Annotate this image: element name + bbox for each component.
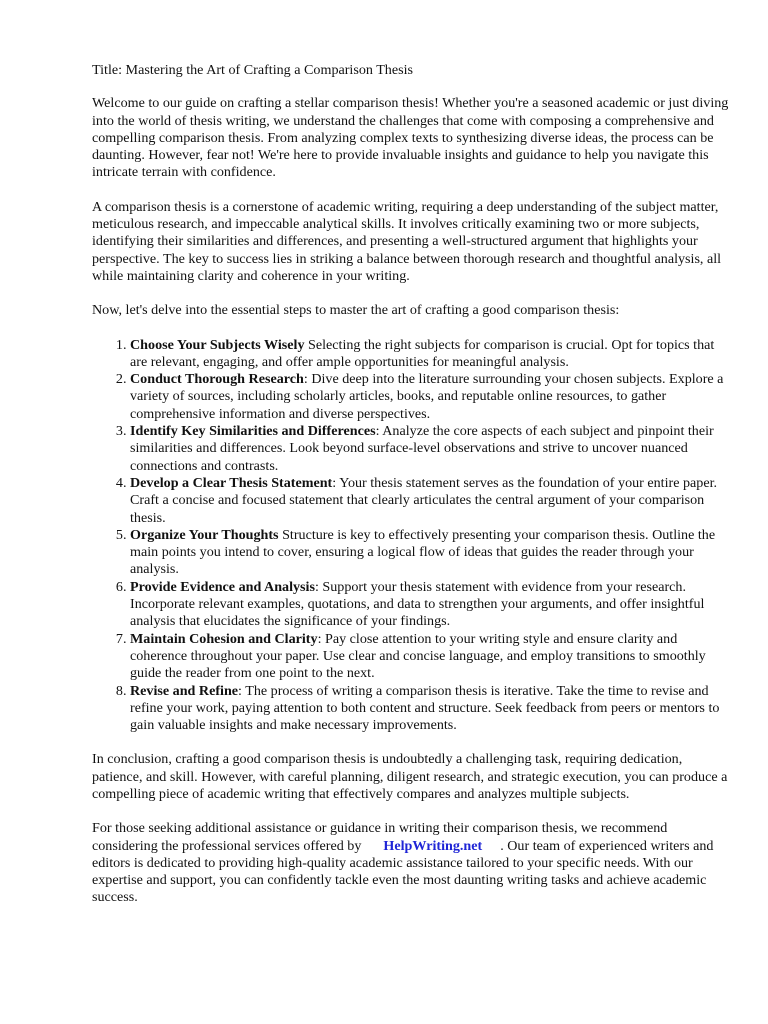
- step-heading: Provide Evidence and Analysis: [130, 578, 315, 595]
- step-text: Structure is key to effectively presenting your comparison thesis. Outline the main points you intend to cover, ensuring a logical flow of ideas that guides the reader through your analysis.: [130, 526, 716, 578]
- step-text: Analyze the core aspects of each subject and pinpoint their similarities and differences. Look beyond surface-level observations and strive to uncover nuanced connections and contrasts.: [130, 423, 714, 474]
- step-heading: Organize Your Thoughts: [130, 526, 279, 543]
- steps-intro-paragraph: Now, let's delve into the essential steps to master the art of crafting a good comparison thesis:: [92, 302, 620, 319]
- step-heading: Maintain Cohesion and Clarity: [130, 630, 318, 647]
- step-separator: :: [303, 371, 312, 388]
- steps-list: [92, 337, 732, 735]
- list-item: [130, 337, 732, 372]
- step-text: Support your thesis statement with evidence from your research. Incorporate relevant examples, quotations, and data to strengthen your arguments, and offer insightful analysis that elucidates the significance of your findings.: [130, 578, 705, 630]
- step-separator: :: [332, 474, 340, 491]
- step-heading: Develop a Clear Thesis Statement: [130, 474, 333, 491]
- helpwriting-link[interactable]: HelpWriting.net: [383, 837, 483, 854]
- step-separator: :: [314, 578, 323, 595]
- closing-text-before: For those seeking additional assistance or guidance in writing their comparison thesis, we recommend considering the professional services offered by: [92, 820, 668, 854]
- step-heading: Conduct Thorough Research: [130, 371, 304, 388]
- step-text: Your thesis statement serves as the foundation of your entire paper. Craft a concise and focused statement that clearly articulates the central argument of your comparison thesis.: [130, 474, 718, 526]
- list-item: [130, 371, 732, 423]
- list-item: [130, 579, 732, 631]
- step-separator: :: [317, 630, 326, 647]
- step-text: Pay close attention to your writing style and ensure clarity and coherence throughout your paper. Use clear and concise language, and employ transitions to smoothly guide the reader from one point to the next.: [130, 630, 706, 682]
- list-item: [130, 527, 732, 579]
- step-heading: Choose Your Subjects Wisely: [130, 336, 305, 353]
- list-item: [130, 475, 732, 527]
- closing-text-after: . Our team of experienced writers and editors is dedicated to providing high-quality academic assistance tailored to your specific needs. With our expertise and support, you can confidently tackle even the most daunting writing tasks and achieve academic success.: [92, 837, 714, 906]
- list-item: [130, 631, 732, 683]
- step-text: Dive deep into the literature surrounding your chosen subjects. Explore a variety of sources, including scholarly articles, books, and reputable online resources, to gather comprehensive information and diverse perspectives.: [130, 371, 724, 422]
- closing-paragraph: [92, 820, 732, 906]
- definition-paragraph: A comparison thesis is a cornerstone of academic writing, requiring a deep understanding of the subject matter, meticulous research, and impeccable analytical skills. It involves critically examining two or more subjects, identifying their similarities and differences, and presenting a well-structured argument that highlights your perspective. The key to success lies in striking a balance between thorough research and thoughtful analysis, all while maintaining clarity and coherence in your writing.: [92, 198, 722, 284]
- list-item: [130, 423, 732, 475]
- step-text: Selecting the right subjects for comparison is crucial. Opt for topics that are relevant, engaging, and offer ample opportunities for meaningful analysis.: [130, 336, 715, 370]
- intro-paragraph: Welcome to our guide on crafting a stellar comparison thesis! Whether you're a seasoned academic or just diving into the world of thesis writing, we understand the challenges that come with composing a comprehensive and compelling comparison thesis. From analyzing complex texts to synthesizing diverse ideas, the process can be daunting. However, fear not! We're here to provide invaluable insights and guidance to help you navigate this intricate terrain with confidence.: [92, 95, 729, 181]
- document-page: [92, 62, 732, 924]
- step-heading: Revise and Refine: [130, 682, 239, 699]
- list-item: [130, 683, 732, 735]
- step-heading: Identify Key Similarities and Differences: [130, 423, 376, 440]
- conclusion-paragraph: In conclusion, crafting a good comparison thesis is undoubtedly a challenging task, requiring dedication, patience, and skill. However, with careful planning, diligent research, and strategic execution, you can produce a compelling piece of academic writing that effectively compares and analyzes multiple subjects.: [92, 751, 728, 802]
- document-title: Title: Mastering the Art of Crafting a Comparison Thesis: [92, 62, 413, 78]
- step-separator: :: [375, 423, 383, 440]
- step-text: The process of writing a comparison thesis is iterative. Take the time to revise and refine your work, paying attention to both content and structure. Seek feedback from peers or mentors to gain valuable insights and make necessary improvements.: [130, 682, 720, 734]
- step-separator: :: [238, 682, 246, 699]
